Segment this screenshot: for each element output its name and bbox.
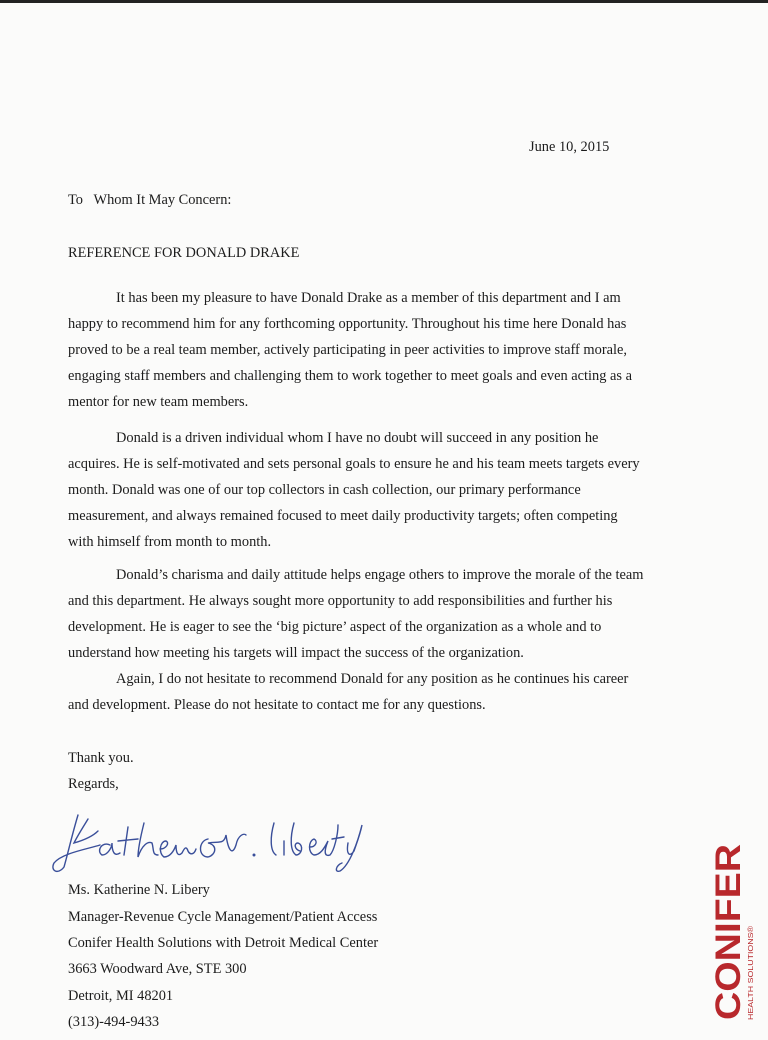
closing-regards: Regards, — [68, 776, 119, 792]
body-line: mentor for new team members. — [68, 394, 249, 410]
body-line: happy to recommend him for any forthcoming opportunity. Throughout his time here Donald has — [68, 316, 627, 332]
signer-title: Manager-Revenue Cycle Management/Patient Access — [68, 909, 378, 925]
body-line: development. He is eager to see the ‘big picture’ aspect of the organization as a whole and to — [68, 619, 602, 635]
salutation: To Whom It May Concern: — [68, 192, 232, 208]
body-line: proved to be a real team member, actively participating in peer activities to improve staff morale, — [68, 342, 627, 358]
logo-tagline: HEALTH SOLUTIONS® — [746, 940, 755, 1020]
signer-address-street: 3663 Woodward Ave, STE 300 — [68, 961, 247, 977]
body-line: and development. Please do not hesitate to contact me for any questions. — [68, 697, 486, 713]
logo-wordmark: CONIFER — [709, 862, 748, 1020]
body-line: It has been my pleasure to have Donald Drake as a member of this department and I am — [116, 290, 621, 306]
body-line: engaging staff members and challenging them to work together to meet goals and even acting as a — [68, 368, 632, 384]
page-top-border — [0, 0, 768, 3]
body-line: month. Donald was one of our top collectors in cash collection, our primary performance — [68, 482, 581, 498]
body-line: with himself from month to month. — [68, 534, 272, 550]
handwritten-signature — [48, 805, 368, 877]
signer-phone: (313)-494-9433 — [68, 1014, 160, 1030]
body-line: Again, I do not hesitate to recommend Donald for any position as he continues his career — [116, 671, 629, 687]
signer-address-city: Detroit, MI 48201 — [68, 988, 174, 1004]
signer-organization: Conifer Health Solutions with Detroit Medical Center — [68, 935, 379, 951]
conifer-logo — [700, 842, 760, 1022]
letter-date: June 10, 2015 — [529, 139, 610, 155]
subject-line: REFERENCE FOR DONALD DRAKE — [68, 245, 300, 261]
body-line: Donald is a driven individual whom I have no doubt will succeed in any position he — [116, 430, 599, 446]
body-line: acquires. He is self-motivated and sets personal goals to ensure he and his team meets targets every — [68, 456, 640, 472]
body-line: understand how meeting his targets will impact the success of the organization. — [68, 645, 524, 661]
body-line: Donald’s charisma and daily attitude helps engage others to improve the morale of the team — [116, 567, 644, 583]
closing-thanks: Thank you. — [68, 750, 134, 766]
body-line: measurement, and always remained focused to meet daily productivity targets; often competing — [68, 508, 618, 524]
body-line: and this department. He always sought more opportunity to add responsibilities and further his — [68, 593, 613, 609]
signer-name: Ms. Katherine N. Libery — [68, 882, 210, 898]
